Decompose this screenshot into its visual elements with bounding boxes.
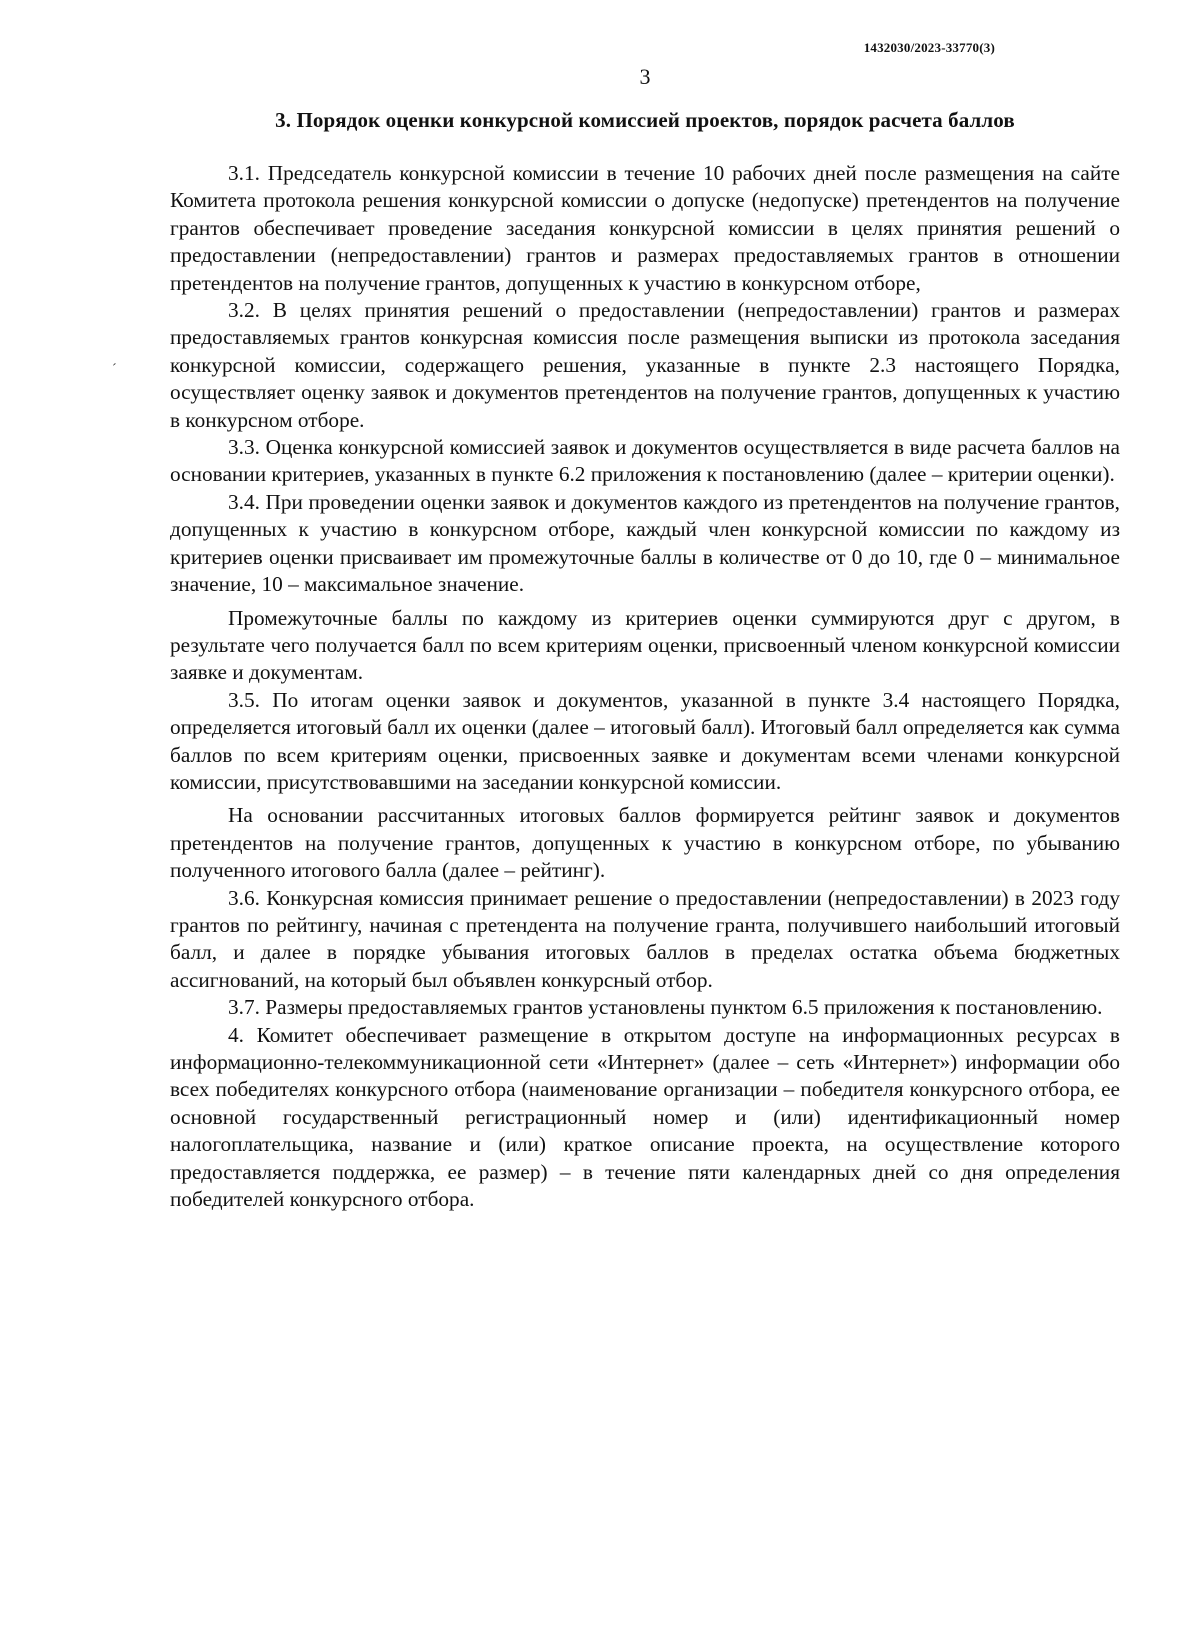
paragraph-3-7: 3.7. Размеры предоставляемых грантов установлены пунктом 6.5 приложения к постановлению. — [228, 995, 1103, 1020]
page-number: 3 — [639, 64, 651, 89]
section-title: 3. Порядок оценки конкурсной комиссией проектов, порядок расчета баллов — [275, 108, 1015, 132]
paragraph-3-5: 3.5. По итогам оценки заявок и документов, указанной в пункте 3.4 настоящего Порядка, определяется итоговый балл их оценки (далее – итоговый балл). Итоговый балл определяется как сумма баллов по всем критериям оценки, присвоенных заявке и документам всеми членами конкурсной комиссии, присутствовавшими на заседании конкурсной комиссии. — [170, 687, 1120, 794]
document-id: 1432030/2023-33770(3) — [863, 40, 995, 55]
paragraph-3-2: 3.2. В целях принятия решений о предоставлении (непредоставлении) грантов и размерах предоставляемых грантов конкурсная комиссия после размещения выписки из протокола заседания конкурсной комиссии, содержащего решения, указанные в пункте 2.3 настоящего Порядка, осуществляет оценку заявок и документов претендентов на получение грантов, допущенных к участию в конкурсном отборе. — [170, 298, 1120, 432]
paragraph-3-5-continued: На основании рассчитанных итоговых баллов формируется рейтинг заявок и документов претендентов на получение грантов, допущенных к участию в конкурсном отборе, по убыванию полученного итогового балла (далее – рейтинг). — [170, 803, 1120, 883]
paragraph-4: 4. Комитет обеспечивает размещение в открытом доступе на информационных ресурсах в информационно-телекоммуникационной сети «Интернет» (далее – сеть «Интернет») информации обо всех победителях конкурсного отбора (наименование организации – победителя конкурсного отбора, ее основной государственный регистрационный номер и (или) идентификационный номер налогоплательщика, название и (или) краткое описание проекта, на осуществление которого предоставляется поддержка, ее размер) – в течение пяти календарных дней со дня определения победителей конкурсного отбора. — [170, 1022, 1120, 1212]
paragraph-3-4-continued: Промежуточные баллы по каждому из критериев оценки суммируются друг с другом, в результате чего получается балл по всем критериям оценки, присвоенный членом конкурсной комиссии заявке и документам. — [170, 605, 1120, 685]
paragraph-3-4: 3.4. При проведении оценки заявок и документов каждого из претендентов на получение грантов, допущенных к участию в конкурсном отборе, каждый член конкурсной комиссии по каждому из критериев оценки присваивает им промежуточные баллы в количестве от 0 до 10, где 0 – минимальное значение, 10 – максимальное значение. — [170, 489, 1120, 597]
paragraph-3-1: 3.1. Председатель конкурсной комиссии в течение 10 рабочих дней после размещения на сайте Комитета протокола решения конкурсной комиссии о допуске (недопуске) претендентов на получение грантов обеспечивает проведение заседания конкурсной комиссии в целях принятия решений о предоставлении (непредоставлении) грантов и размерах предоставляемых грантов в отношении претендентов на получение грантов, допущенных к участию в конкурсном отборе, — [170, 161, 1120, 295]
document-body — [170, 160, 1120, 1213]
scan-artifact-mark: ˊ — [112, 362, 117, 377]
paragraph-3-6: 3.6. Конкурсная комиссия принимает решение о предоставлении (непредоставлении) в 2023 году грантов по рейтингу, начиная с претендента на получение гранта, получившего наибольший итоговый балл, и далее в порядке убывания итоговых баллов в пределах остатка объема бюджетных ассигнований, на который был объявлен конкурсный отбор. — [170, 885, 1120, 992]
paragraph-3-3: 3.3. Оценка конкурсной комиссией заявок и документов осуществляется в виде расчета баллов на основании критериев, указанных в пункте 6.2 приложения к постановлению (далее – критерии оценки). — [170, 435, 1120, 487]
